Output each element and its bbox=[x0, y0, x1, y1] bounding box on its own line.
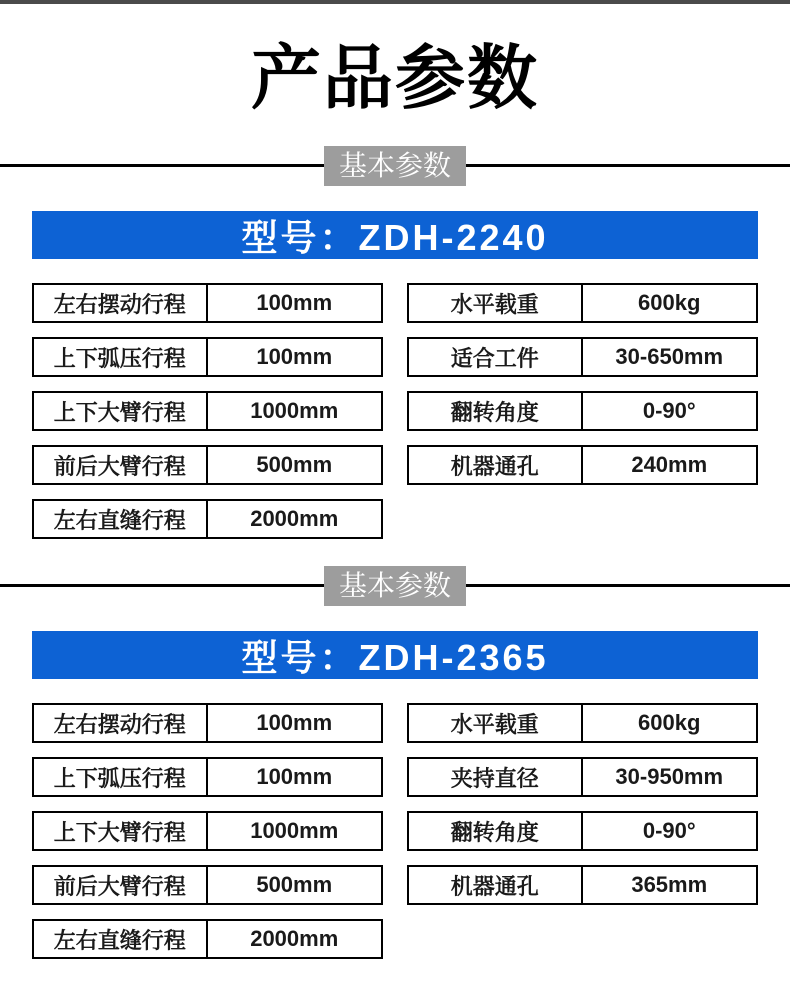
spec-label: 翻转角度 bbox=[409, 393, 583, 429]
spec-value: 2000mm bbox=[250, 506, 339, 531]
spec-section-zdh-2240 bbox=[0, 146, 790, 539]
spec-value: 100mm bbox=[256, 764, 333, 789]
table-row bbox=[407, 865, 758, 905]
spec-value: 30-950mm bbox=[615, 764, 724, 789]
table-row bbox=[407, 391, 758, 431]
spec-label: 左右摆动行程 bbox=[34, 705, 208, 741]
spec-label: 左右直缝行程 bbox=[34, 921, 208, 957]
table-row bbox=[32, 337, 383, 377]
spec-label: 上下大臂行程 bbox=[34, 813, 208, 849]
spec-label: 夹持直径 bbox=[409, 759, 583, 795]
table-row bbox=[407, 811, 758, 851]
table-row bbox=[32, 757, 383, 797]
spec-value: 0-90° bbox=[642, 818, 696, 843]
spec-value: 100mm bbox=[256, 344, 333, 369]
spec-value: 600kg bbox=[638, 290, 701, 315]
spec-label: 前后大臂行程 bbox=[34, 447, 208, 483]
spec-value: 100mm bbox=[256, 290, 333, 315]
spec-label: 上下弧压行程 bbox=[34, 339, 208, 375]
spec-label: 机器通孔 bbox=[409, 867, 583, 903]
spec-value: 2000mm bbox=[250, 926, 339, 951]
spec-value: 0-90° bbox=[642, 398, 696, 423]
table-row bbox=[407, 445, 758, 485]
spec-value: 500mm bbox=[256, 872, 333, 897]
spec-label: 左右直缝行程 bbox=[34, 501, 208, 537]
model-banner: 型号：ZDH-2240 bbox=[32, 211, 758, 259]
section-divider bbox=[0, 146, 790, 186]
spec-value: 30-650mm bbox=[615, 344, 724, 369]
spec-section-zdh-2365 bbox=[0, 566, 790, 959]
section-badge: 基本参数 bbox=[324, 146, 466, 186]
spec-grid bbox=[32, 703, 758, 959]
spec-label: 适合工件 bbox=[409, 339, 583, 375]
spec-value: 500mm bbox=[256, 452, 333, 477]
spec-col-right bbox=[407, 703, 758, 959]
spec-col-left bbox=[32, 283, 383, 539]
spec-value: 100mm bbox=[256, 710, 333, 735]
spec-value: 1000mm bbox=[250, 818, 339, 843]
spec-label: 前后大臂行程 bbox=[34, 867, 208, 903]
spec-label: 左右摆动行程 bbox=[34, 285, 208, 321]
spec-label: 机器通孔 bbox=[409, 447, 583, 483]
table-row bbox=[32, 499, 383, 539]
table-row bbox=[407, 757, 758, 797]
spec-value: 600kg bbox=[638, 710, 701, 735]
table-row bbox=[407, 337, 758, 377]
table-row bbox=[407, 703, 758, 743]
table-row bbox=[32, 865, 383, 905]
top-accent-bar bbox=[0, 0, 790, 4]
table-row bbox=[32, 391, 383, 431]
table-row bbox=[32, 703, 383, 743]
spec-col-left bbox=[32, 703, 383, 959]
spec-col-right bbox=[407, 283, 758, 539]
table-row bbox=[32, 811, 383, 851]
table-row bbox=[32, 445, 383, 485]
page-title: 产品参数 bbox=[251, 39, 539, 117]
spec-label: 水平载重 bbox=[409, 285, 583, 321]
model-banner: 型号：ZDH-2365 bbox=[32, 631, 758, 679]
spec-value: 365mm bbox=[631, 872, 708, 897]
spec-label: 上下大臂行程 bbox=[34, 393, 208, 429]
spec-label: 翻转角度 bbox=[409, 813, 583, 849]
section-divider bbox=[0, 566, 790, 606]
spec-label: 上下弧压行程 bbox=[34, 759, 208, 795]
section-badge: 基本参数 bbox=[324, 566, 466, 606]
table-row bbox=[32, 919, 383, 959]
table-row bbox=[32, 283, 383, 323]
spec-value: 240mm bbox=[631, 452, 708, 477]
spec-label: 水平载重 bbox=[409, 705, 583, 741]
table-row bbox=[407, 283, 758, 323]
spec-value: 1000mm bbox=[250, 398, 339, 423]
spec-grid bbox=[32, 283, 758, 539]
